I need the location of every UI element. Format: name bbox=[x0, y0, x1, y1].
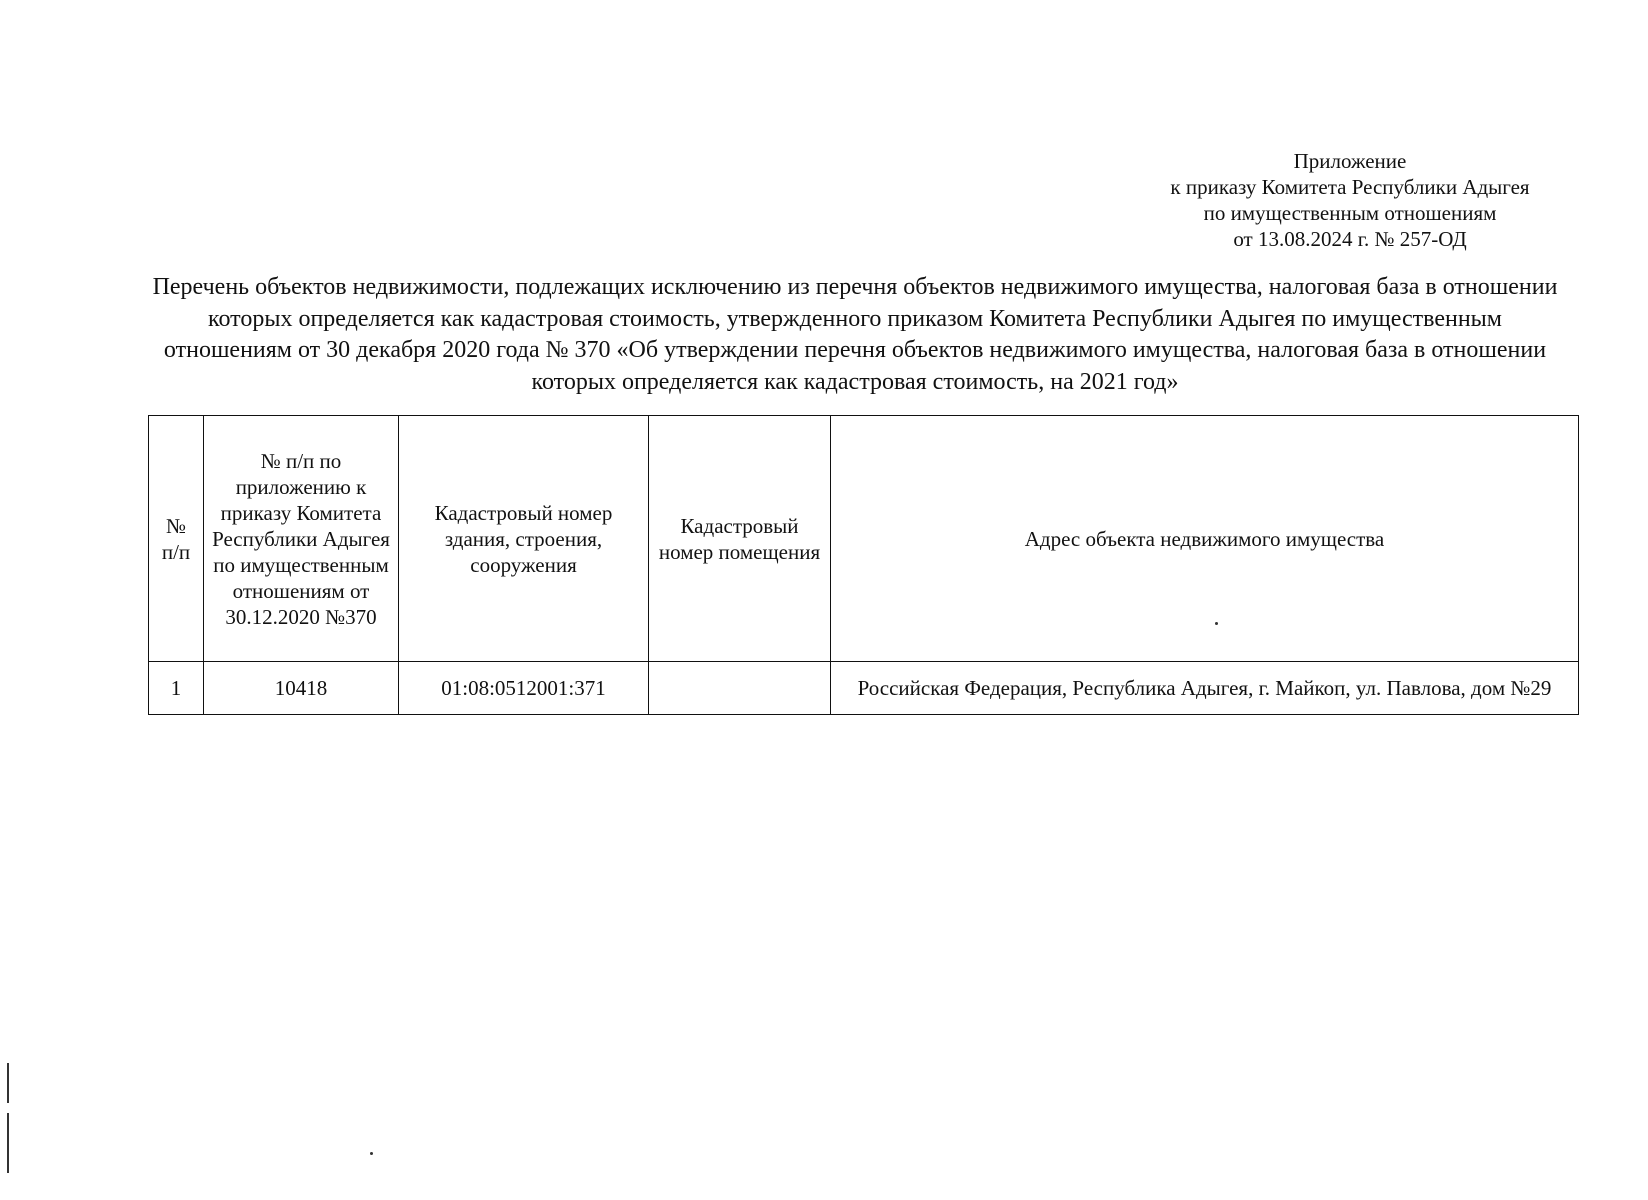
header-address: Адрес объекта недвижимого имущества bbox=[831, 416, 1579, 662]
scan-artifact-dot bbox=[370, 1152, 373, 1155]
appendix-line-1: Приложение bbox=[1293, 149, 1407, 173]
header-row bbox=[149, 416, 1579, 662]
table-body bbox=[149, 662, 1579, 715]
scan-artifact-line bbox=[7, 1063, 9, 1103]
header-room-cadastral: Кадастровый номер помещения bbox=[649, 416, 831, 662]
cell-room-cadastral bbox=[649, 662, 831, 715]
table-header bbox=[149, 416, 1579, 662]
cell-building-cadastral: 01:08:0512001:371 bbox=[399, 662, 649, 715]
header-num: № п/п bbox=[149, 416, 204, 662]
cell-num: 1 bbox=[149, 662, 204, 715]
appendix-line-4: от 13.08.2024 г. № 257-ОД bbox=[1233, 227, 1467, 251]
table-row bbox=[149, 662, 1579, 715]
appendix-line-2: к приказу Комитета Республики Адыгея bbox=[1170, 175, 1530, 199]
objects-table bbox=[148, 415, 1579, 715]
document-title: Перечень объектов недвижимости, подлежащих исключению из перечня объектов недвижимого имущества, налоговая база в отношении которых определяется как кадастровая стоимость, утвержденного приказом Комитета Республики Адыгея по имущественным отношениям от 30 декабря 2020 года № 370 «Об утверждении перечня объектов недвижимого имущества, налоговая база в отношении которых определяется как кадастровая стоимость, на 2021 год» bbox=[152, 274, 1558, 395]
scan-artifact-line bbox=[7, 1113, 9, 1173]
header-appendix-num: № п/п по приложению к приказу Комитета Республики Адыгея по имущественным отношениям от 30.12.2020 №370 bbox=[204, 416, 399, 662]
cell-appendix-num: 10418 bbox=[204, 662, 399, 715]
cell-address: Российская Федерация, Республика Адыгея, г. Майкоп, ул. Павлова, дом №29 bbox=[831, 662, 1579, 715]
scan-artifact-dot bbox=[1215, 622, 1218, 625]
appendix-line-3: по имущественным отношениям bbox=[1203, 201, 1497, 225]
appendix-header bbox=[1080, 148, 1620, 252]
header-building-cadastral: Кадастровый номер здания, строения, сооружения bbox=[399, 416, 649, 662]
